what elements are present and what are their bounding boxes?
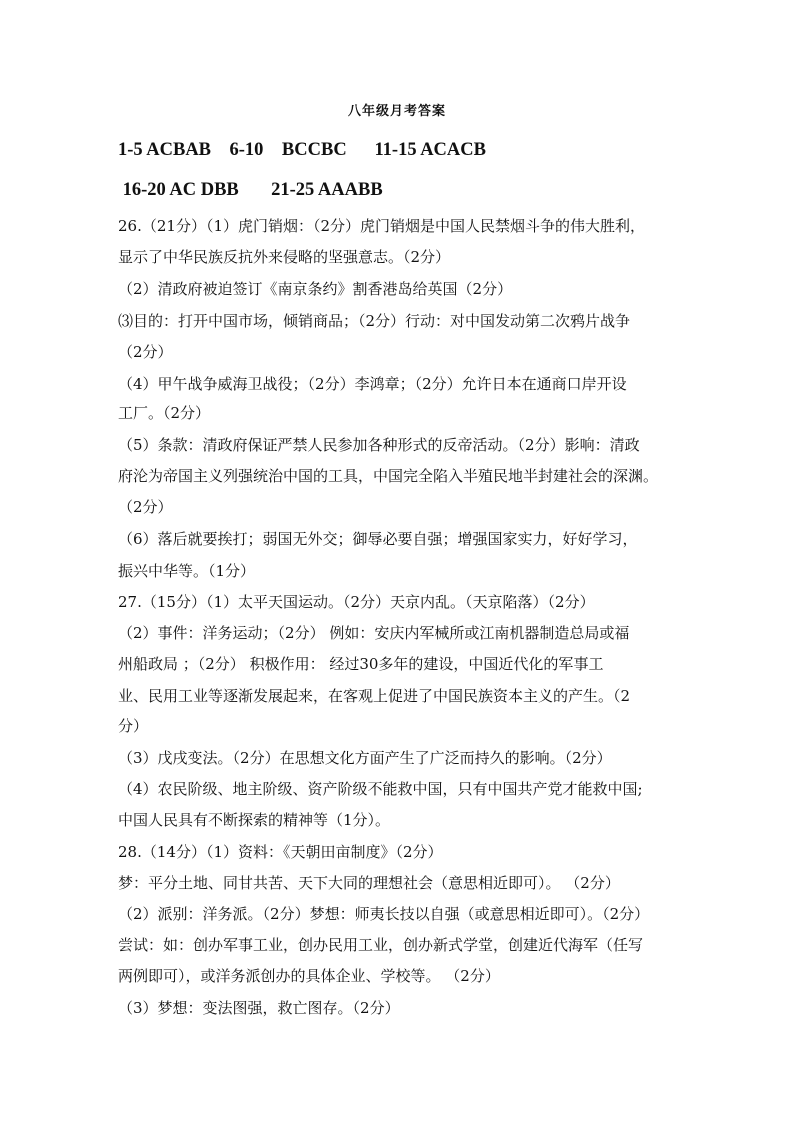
answer-line: 尝试：如：创办军事工业，创办民用工业，创办新式学堂，创建近代海军（任写 [118, 936, 644, 954]
answer-line: 府沦为帝国主义列强统治中国的工具，中国完全陷入半殖民地半封建社会的深渊。 [118, 467, 659, 485]
answer-line: 中国人民具有不断探索的精神等（1分）。 [118, 811, 391, 829]
answer-line: 振兴中华等。（1分） [118, 562, 256, 580]
answer-line: 27.（15分）（1）太平天国运动。（2分）天京内乱。（天京陷落）（2分） [118, 593, 595, 611]
answer-line: （2）事件：洋务运动；（2分） 例如：安庆内军械所或江南机器制造总局或福 [118, 624, 630, 642]
answer-line: （2）派别：洋务派。（2分）梦想：师夷长技以自强（或意思相近即可）。（2分） [118, 905, 650, 923]
answer-line: （5）条款：清政府保证严禁人民参加各种形式的反帝活动。（2分）影响：清政 [118, 436, 640, 454]
answer-line: 显示了中华民族反抗外来侵略的坚强意志。（2分） [118, 248, 451, 266]
answer-line: 工厂。（2分） [118, 404, 211, 422]
answer-line: （4）农民阶级、地主阶级、资产阶级不能救中国，只有中国共产党才能救中国; [118, 780, 643, 798]
answer-line: （3）梦想：变法图强，救亡图存。（2分） [118, 999, 400, 1017]
answer-line: （3）戊戌变法。（2分）在思想文化方面产生了广泛而持久的影响。（2分） [118, 749, 612, 767]
answer-line: （2分） [118, 343, 173, 361]
answer-line: 州船政局 ；（2分） 积极作用： 经过30多年的建设，中国近代化的军事工 [118, 655, 604, 673]
answer-line: （4）甲午战争威海卫战役；（2分）李鸿章；（2分）允许日本在通商口岸开设 [118, 375, 627, 393]
mcq-answers-row-2: 16-20 AC DBB 21-25 AAABB [118, 180, 383, 200]
answer-line: ⑶目的：打开中国市场，倾销商品；（2分）行动：对中国发动第二次鸦片战争 [118, 312, 631, 330]
answer-line: （2）清政府被迫签订《南京条约》割香港岛给英国（2分） [118, 280, 513, 298]
answer-line: 两例即可），或洋务派创办的具体企业、学校等。 （2分） [118, 967, 500, 985]
mcq-answers-row-1: 1-5 ACBAB 6-10 BCCBC 11-15 ACACB [118, 140, 486, 160]
answer-line: 业、民用工业等逐渐发展起来，在客观上促进了中国民族资本主义的产生。（2 [118, 687, 631, 705]
answer-line: 28.（14分）（1）资料：《天朝田亩制度》（2分） [118, 843, 443, 861]
answer-line: 26.（21分）（1）虎门销烟：（2分）虎门销烟是中国人民禁烟斗争的伟大胜利， [118, 217, 646, 235]
answer-line: 梦：平分土地、同甘共苦、天下大同的理想社会（意思相近即可）。 （2分） [118, 874, 620, 892]
answer-line: （6）落后就要挨打；弱国无外交；御辱必要自强；增强国家实力，好好学习， [118, 530, 638, 548]
page-title: 八年级月考答案 [347, 104, 446, 119]
answer-line: 分） [118, 717, 149, 735]
answer-line: （2分） [118, 498, 173, 516]
